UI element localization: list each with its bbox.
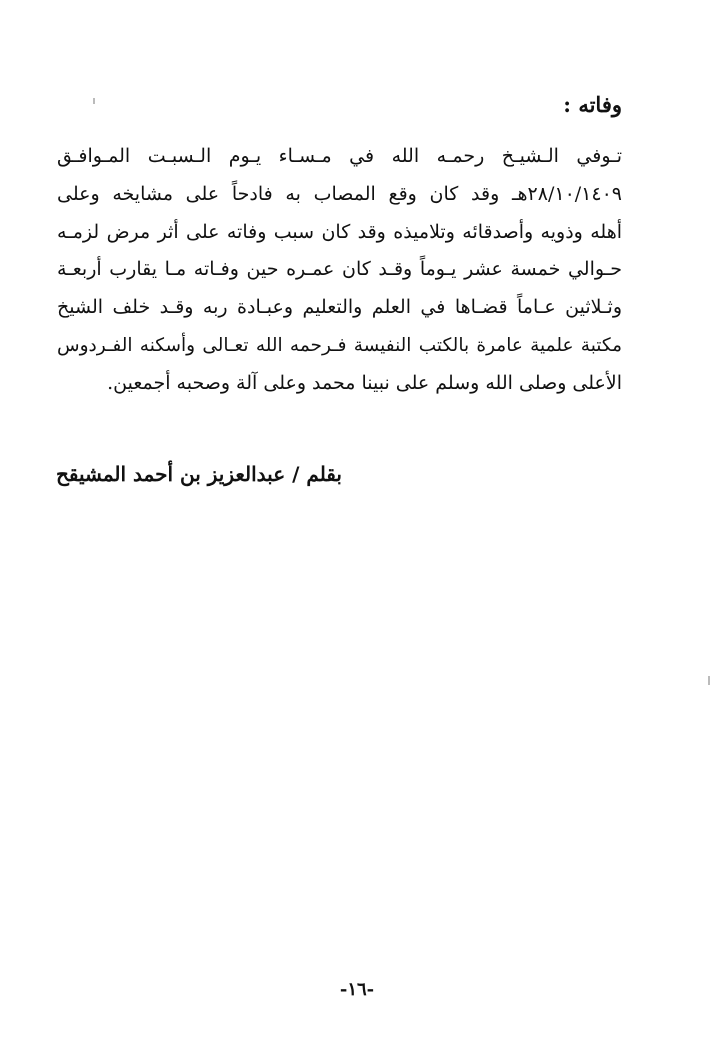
author-signature: بقلم / عبدالعزيز بن أحمد المشيقح bbox=[55, 462, 342, 486]
body-line: أهله وذويه وأصدقائه وتلاميذه وقد كان سبب وفاته على أثر مرض لزمـه bbox=[57, 220, 622, 243]
body-line: حـوالي خمسة عشر يـوماً وقـد كان عمـره حين وفـاته مـا يقارب أربعـة bbox=[57, 258, 622, 281]
page-number: -١٦- bbox=[339, 979, 375, 1000]
scan-speck bbox=[93, 98, 95, 104]
body-line: وثـلاثين عـاماً قضـاها في العلم والتعليم وعبـادة ربه وقـد خلف الشيخ bbox=[57, 296, 622, 319]
body-line: الأعلى وصلى الله وسلم على نبينا محمد وعلى آلة وصحبه أجمعين. bbox=[107, 371, 622, 394]
body-paragraph bbox=[57, 138, 622, 403]
body-line: مكتبة علمية عامرة بالكتب النفيسة فـرحمه الله تعـالى وأسكنه الفـردوس bbox=[57, 334, 622, 356]
scan-speck bbox=[708, 676, 710, 685]
body-line: تـوفي الـشيـخ رحمـه الله في مـسـاء يـوم الـسبـت المـوافـق bbox=[57, 145, 622, 167]
body-line: ٢٨/١٠/١٤٠٩هـ وقد كان وقع المصاب به فادحاً على مشايخه وعلى bbox=[57, 182, 622, 205]
section-heading: وفاته : bbox=[563, 92, 622, 117]
